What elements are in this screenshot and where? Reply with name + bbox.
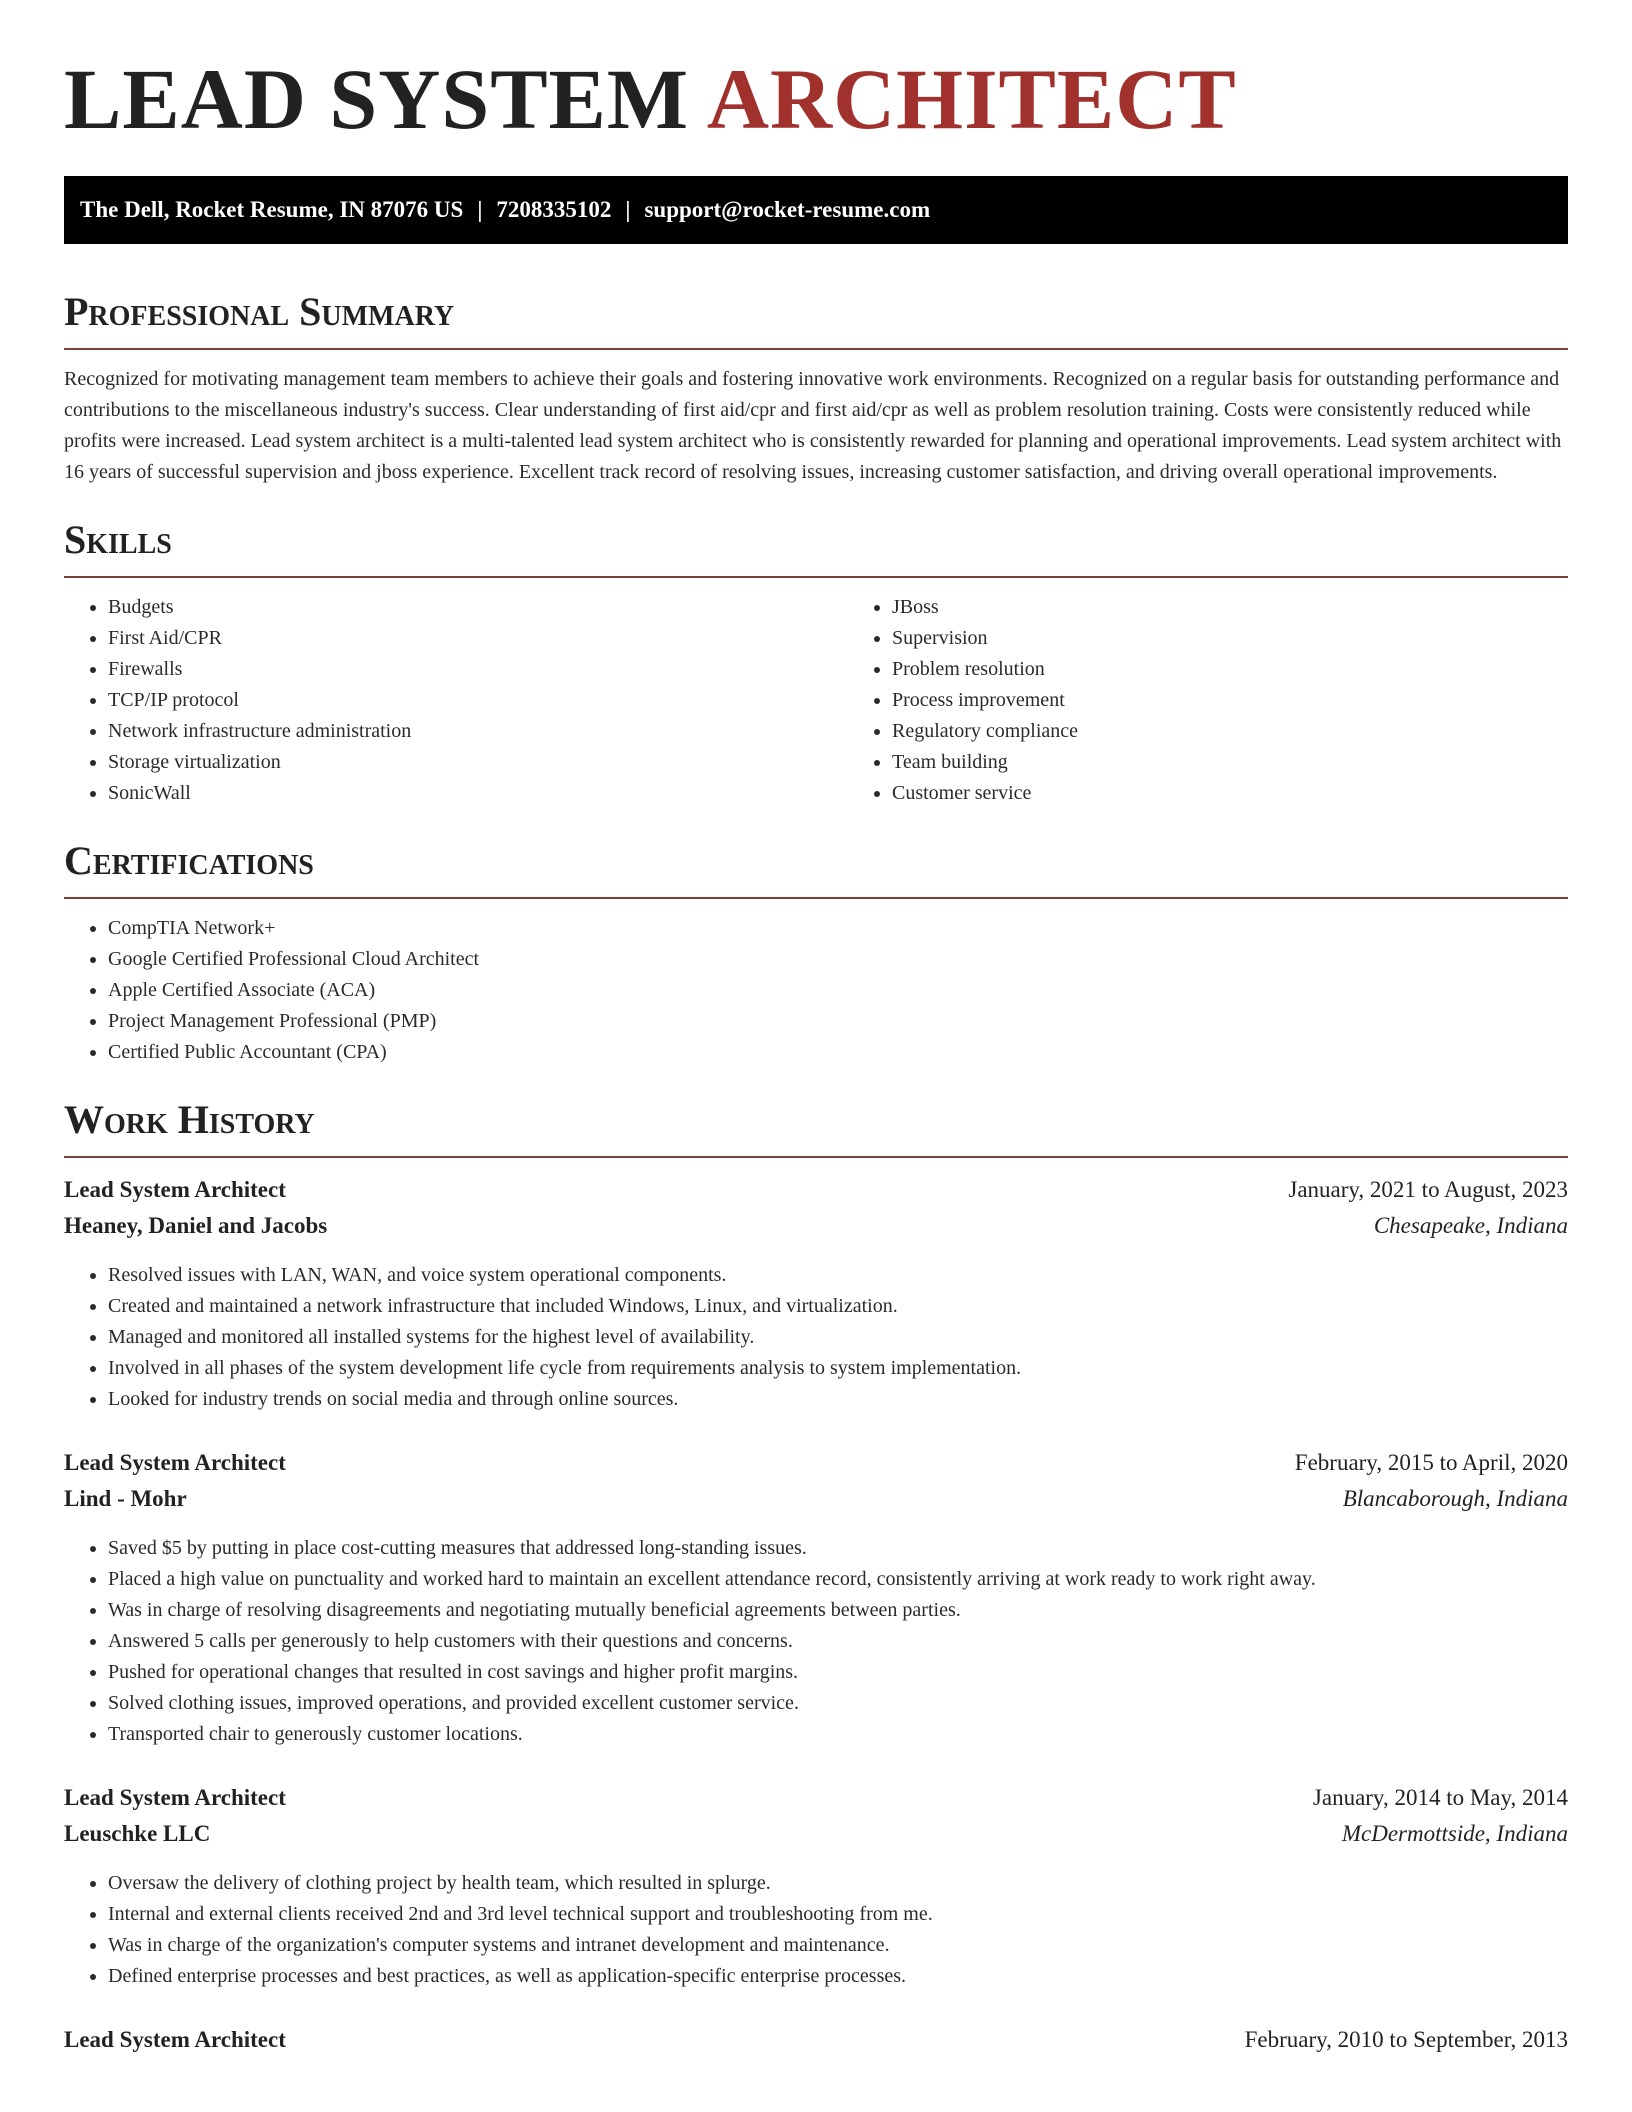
certification-item: • Certified Public Accountant (CPA) — [108, 1037, 1568, 1068]
certification-item: • CompTIA Network+ — [108, 913, 1568, 944]
name-accent: ARCHITECT — [706, 51, 1237, 147]
job-bullet: • Looked for industry trends on social media and through online sources. — [108, 1384, 1568, 1415]
job-company: Lind - Mohr — [64, 1486, 187, 1511]
job-dates: January, 2014 to May, 2014 — [1312, 1785, 1568, 1810]
section-divider — [64, 897, 1568, 899]
job-location: McDermottside, Indiana — [1341, 1821, 1568, 1846]
skill-item: • Firewalls — [108, 654, 848, 685]
certification-item: • Project Management Professional (PMP) — [108, 1006, 1568, 1037]
job-company-row — [64, 1481, 1568, 1517]
job-bullet: • Pushed for operational changes that resulted in cost savings and higher profit margins. — [108, 1657, 1568, 1688]
skill-item: • JBoss — [892, 592, 1632, 623]
skill-item: • TCP/IP protocol — [108, 685, 848, 716]
certification-item: • Google Certified Professional Cloud Architect — [108, 944, 1568, 975]
job-title: Lead System Architect — [64, 2027, 286, 2052]
skill-item: • Problem resolution — [892, 654, 1632, 685]
job-header-row — [64, 2022, 1568, 2058]
summary-heading: Professional Summary — [64, 289, 455, 334]
skill-item: • Supervision — [892, 623, 1632, 654]
job-bullet: • Involved in all phases of the system development life cycle from requirements analysis to system implementation. — [108, 1353, 1568, 1384]
job-entry — [64, 1172, 1568, 1415]
resume-content — [64, 0, 1568, 2058]
job-bullet: • Internal and external clients received 2nd and 3rd level technical support and troubleshooting from me. — [108, 1899, 1568, 1930]
job-bullet: • Resolved issues with LAN, WAN, and voice system operational components. — [108, 1260, 1568, 1291]
skills-list-right — [848, 592, 1632, 809]
job-entry — [64, 2022, 1568, 2058]
skill-item: • Team building — [892, 747, 1632, 778]
job-bullet: • Saved $5 by putting in place cost-cutting measures that addressed long-standing issues. — [108, 1533, 1568, 1564]
job-location: Blancaborough, Indiana — [1342, 1486, 1568, 1511]
certifications-heading: Certifications — [64, 838, 314, 883]
contact-separator: | — [477, 197, 483, 222]
skill-item: • Regulatory compliance — [892, 716, 1632, 747]
section-divider — [64, 1156, 1568, 1158]
job-bullet: • Transported chair to generously customer locations. — [108, 1719, 1568, 1750]
contact-bar — [64, 176, 1568, 244]
job-bullets — [64, 1260, 1568, 1415]
job-bullet: • Oversaw the delivery of clothing project by health team, which resulted in splurge. — [108, 1868, 1568, 1899]
job-bullet: • Was in charge of the organization's computer systems and intranet development and maintenance. — [108, 1930, 1568, 1961]
name-first: LEAD SYSTEM — [64, 51, 690, 147]
work-history-section — [64, 1096, 1568, 2058]
work-history-heading: Work History — [64, 1097, 315, 1142]
job-entry — [64, 1780, 1568, 1992]
skill-item: • SonicWall — [108, 778, 848, 809]
job-dates: January, 2021 to August, 2023 — [1288, 1177, 1568, 1202]
certifications-section — [64, 837, 1568, 1068]
skill-item: • First Aid/CPR — [108, 623, 848, 654]
contact-separator: | — [625, 197, 631, 222]
job-bullet: • Was in charge of resolving disagreements and negotiating mutually beneficial agreements between parties. — [108, 1595, 1568, 1626]
job-dates: February, 2015 to April, 2020 — [1294, 1450, 1568, 1475]
skill-item: • Customer service — [892, 778, 1632, 809]
skills-heading: Skills — [64, 517, 172, 562]
job-bullet: • Defined enterprise processes and best practices, as well as application-specific enterprise processes. — [108, 1961, 1568, 1992]
job-entry — [64, 1445, 1568, 1750]
summary-text: Recognized for motivating management team members to achieve their goals and fostering innovative work environments. Recognized on a regular basis for outstanding performance and contributions to the miscellaneous industry's success. Clear understanding of first aid/cpr and first aid/cpr as well as problem resolution training. Costs were consistently reduced while profits were increased. Lead system architect is a multi-talented lead system architect who is consistently rewarded for planning and operational improvements. Lead system architect with 16 years of successful supervision and jboss experience. Excellent track record of resolving issues, increasing customer satisfaction, and driving overall operational improvements. — [64, 368, 1562, 483]
section-divider — [64, 348, 1568, 350]
skills-columns — [64, 578, 1568, 809]
skills-list-left — [64, 592, 848, 809]
job-title: Lead System Architect — [64, 1785, 286, 1810]
job-title: Lead System Architect — [64, 1177, 286, 1202]
resume-name — [64, 0, 1568, 147]
job-bullet: • Created and maintained a network infrastructure that included Windows, Linux, and virtualization. — [108, 1291, 1568, 1322]
job-bullets — [64, 1868, 1568, 1992]
job-location: Chesapeake, Indiana — [1373, 1213, 1568, 1238]
job-company-row — [64, 1816, 1568, 1852]
job-company: Leuschke LLC — [64, 1821, 211, 1846]
contact-phone: 7208335102 — [496, 197, 612, 222]
job-company-row — [64, 1208, 1568, 1244]
job-bullet: • Solved clothing issues, improved operations, and provided excellent customer service. — [108, 1688, 1568, 1719]
job-header-row — [64, 1445, 1568, 1481]
contact-address: The Dell, Rocket Resume, IN 87076 US — [80, 197, 464, 222]
job-bullets — [64, 1533, 1568, 1750]
certifications-list — [64, 913, 1568, 1068]
job-bullet: • Managed and monitored all installed systems for the highest level of availability. — [108, 1322, 1568, 1353]
job-dates: February, 2010 to September, 2013 — [1244, 2027, 1568, 2052]
job-header-row — [64, 1172, 1568, 1208]
contact-email: support@rocket-resume.com — [644, 197, 931, 222]
job-title: Lead System Architect — [64, 1450, 286, 1475]
certification-item: • Apple Certified Associate (ACA) — [108, 975, 1568, 1006]
skill-item: • Budgets — [108, 592, 848, 623]
skill-item: • Process improvement — [892, 685, 1632, 716]
job-bullet: • Placed a high value on punctuality and worked hard to maintain an excellent attendance record, consistently arriving at work ready to work right away. — [108, 1564, 1568, 1595]
skill-item: • Network infrastructure administration — [108, 716, 848, 747]
skill-item: • Storage virtualization — [108, 747, 848, 778]
job-company: Heaney, Daniel and Jacobs — [64, 1213, 328, 1238]
job-header-row — [64, 1780, 1568, 1816]
job-bullet: • Answered 5 calls per generously to help customers with their questions and concerns. — [108, 1626, 1568, 1657]
summary-section — [64, 288, 1568, 488]
skills-section — [64, 516, 1568, 809]
